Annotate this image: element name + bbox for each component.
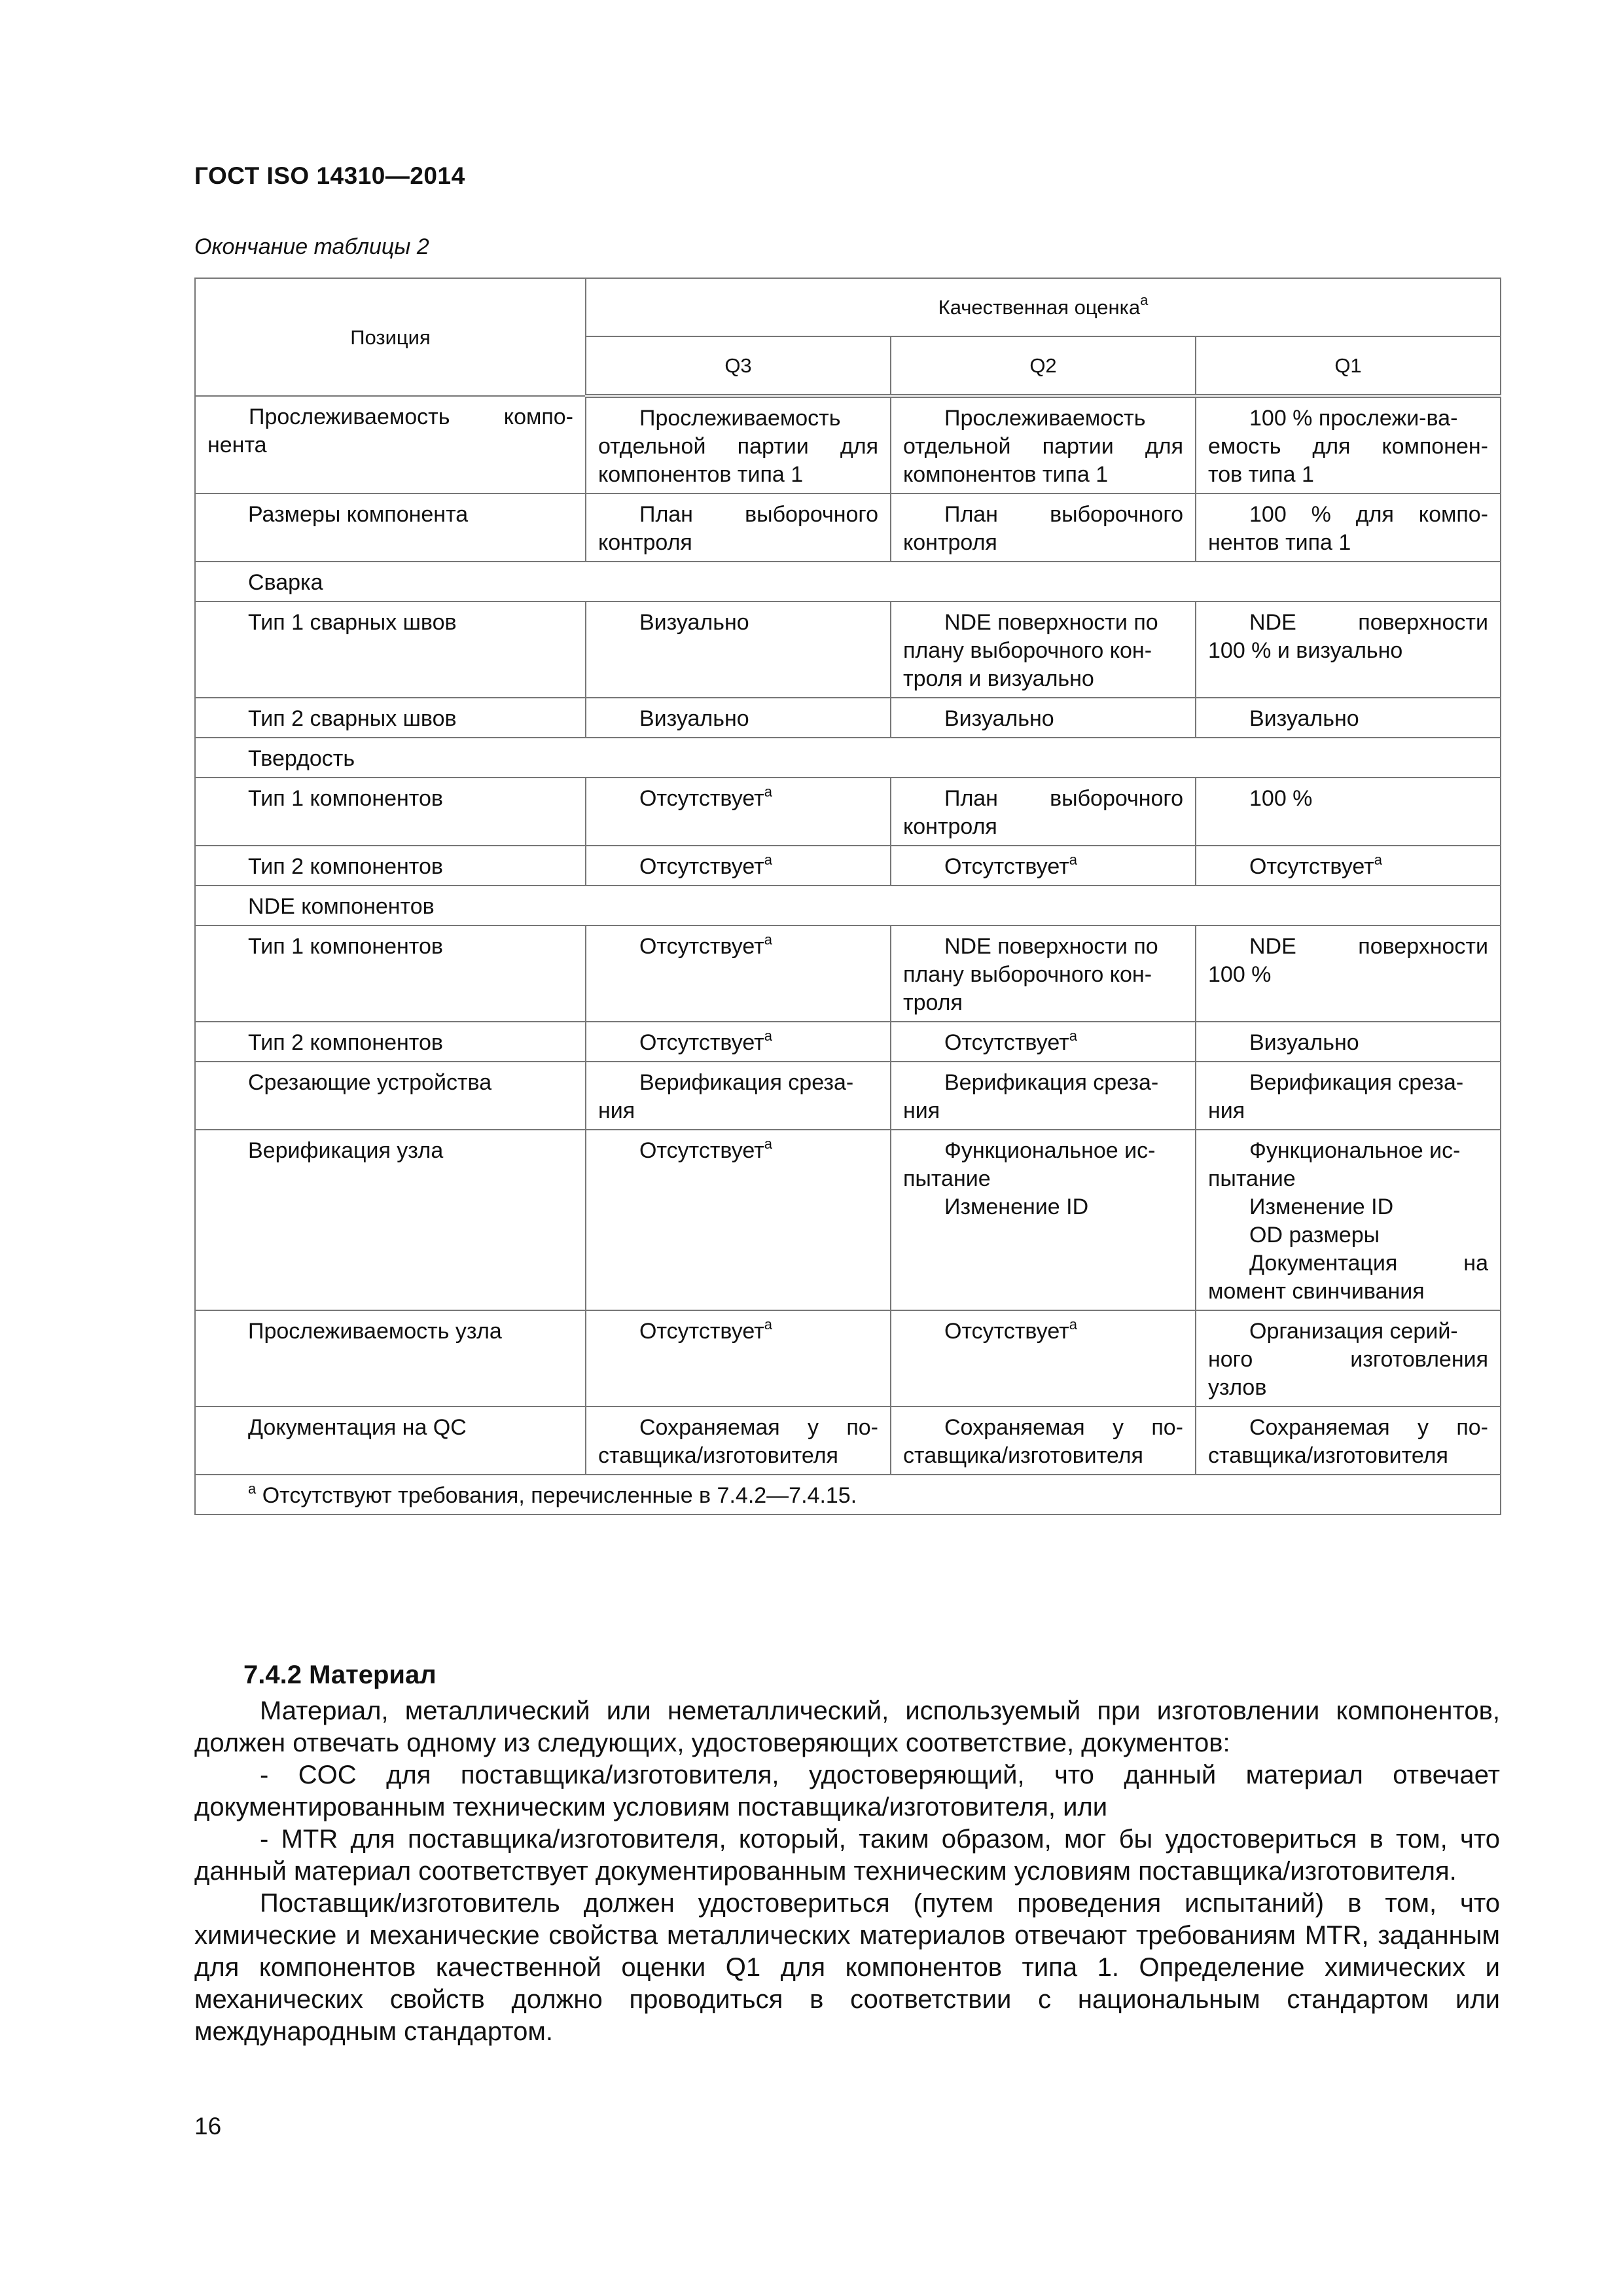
- table-row: [195, 698, 1501, 738]
- table-row: [195, 1310, 1501, 1407]
- q1-cell: Визуально: [1196, 698, 1501, 738]
- q3-cell: Отсутствует$^a$: [586, 1130, 891, 1310]
- q2-cell: План выборочного контроля: [891, 493, 1196, 562]
- table-row: [195, 396, 1501, 493]
- position-cell: Тип 2 сварных швов: [195, 698, 586, 738]
- q1-cell: Сохраняемая у по- ставщика/изготовителя: [1196, 1407, 1501, 1475]
- q3-cell: Отсутствует$^a$: [586, 925, 891, 1022]
- position-cell: Верификация узла: [195, 1130, 586, 1310]
- table-section-row: [195, 886, 1501, 925]
- q3-cell: Прослеживаемость отдельной партии для компонентов типа 1: [586, 396, 891, 493]
- q1-cell: NDE поверхности 100 % и визуально: [1196, 601, 1501, 698]
- q1-cell: Организация серий- ного изготовления узлов: [1196, 1310, 1501, 1407]
- q3-cell: Отсутствует$^a$: [586, 1310, 891, 1407]
- paragraph: - COC для поставщика/изготовителя, удостоверяющий, что данный материал отвечает документированным техническим условиям поставщика/изготовителя, или: [194, 1761, 1500, 1821]
- q1-cell: NDE поверхности 100 %: [1196, 925, 1501, 1022]
- q3-cell: Визуально: [586, 601, 891, 698]
- position-cell: Документация на QC: [195, 1407, 586, 1475]
- section-heading: 7.4.2 Материал: [243, 1660, 437, 1689]
- q1-cell: Верификация среза- ния: [1196, 1062, 1501, 1130]
- q2-cell: Функциональное ис- пытание Изменение ID: [891, 1130, 1196, 1310]
- position-cell: Тип 2 компонентов: [195, 1022, 586, 1062]
- table-row: [195, 778, 1501, 846]
- table-row: [195, 1022, 1501, 1062]
- q2-cell: Верификация среза- ния: [891, 1062, 1196, 1130]
- column-header-position: Позиция: [195, 278, 586, 396]
- section-7-4-2: [194, 1659, 1500, 2048]
- q2-cell: План выборочного контроля: [891, 778, 1196, 846]
- position-cell: Прослеживаемость компо- нента: [195, 396, 586, 493]
- table-row: [195, 1130, 1501, 1310]
- q2-cell: NDE поверхности по плану выборочного кон- троля и визуально: [891, 601, 1196, 698]
- section-label-hardness: Твердость: [195, 738, 1501, 778]
- document-header: ГОСТ ISO 14310—2014: [194, 162, 465, 189]
- q1-cell: Функциональное ис- пытание Изменение ID OD размеры Документация на момент свинчивания: [1196, 1130, 1501, 1310]
- q2-cell: Отсутствует$^a$: [891, 1022, 1196, 1062]
- paragraph: Материал, металлический или неметаллический, используемый при изготовлении компонентов, должен отвечать одному из следующих, удостоверяющих соответствие, документов:: [194, 1696, 1500, 1757]
- position-cell: Срезающие устройства: [195, 1062, 586, 1130]
- q3-cell: План выборочного контроля: [586, 493, 891, 562]
- q3-cell: Верификация среза- ния: [586, 1062, 891, 1130]
- section-label-welding: Сварка: [195, 562, 1501, 601]
- position-cell: Тип 1 сварных швов: [195, 601, 586, 698]
- section-label-nde: NDE компонентов: [195, 886, 1501, 925]
- table-row: [195, 1407, 1501, 1475]
- q2-cell: Прослеживаемость отдельной партии для компонентов типа 1: [891, 396, 1196, 493]
- table-caption: Окончание таблицы 2: [194, 234, 429, 259]
- q2-cell: Сохраняемая у по- ставщика/изготовителя: [891, 1407, 1196, 1475]
- q1-cell: Визуально: [1196, 1022, 1501, 1062]
- column-header-q3: Q3: [586, 336, 891, 396]
- position-cell: Тип 2 компонентов: [195, 846, 586, 886]
- column-header-q2: Q2: [891, 336, 1196, 396]
- q3-cell: Визуально: [586, 698, 891, 738]
- paragraph: Поставщик/изготовитель должен удостовериться (путем проведения испытаний) в том, что химические и механические свойства металлических материалов отвечают требованиям MTR, заданным для компонентов качественной оценки Q1 для компонентов типа 1. Определение химических и механических свойств должно проводиться в соответствии с национальным стандартом или международным стандартом.: [194, 1889, 1500, 2046]
- q1-cell: Отсутствует$^a$: [1196, 846, 1501, 886]
- page-number: 16: [194, 2113, 222, 2140]
- q2-cell: Отсутствует$^a$: [891, 1310, 1196, 1407]
- q1-cell: 100 % для компо- нентов типа 1: [1196, 493, 1501, 562]
- position-cell: Размеры компонента: [195, 493, 586, 562]
- column-header-quality-grade: Качественная оценка$^a$: [586, 278, 1501, 336]
- column-header-q1: Q1: [1196, 336, 1501, 396]
- table-footnote: $^a$ Отсутствуют требования, перечисленные в 7.4.2—7.4.15.: [195, 1475, 1501, 1515]
- table-row: [195, 601, 1501, 698]
- q1-cell: 100 %: [1196, 778, 1501, 846]
- q1-cell: 100 % прослежи-ва- емость для компонен- тов типа 1: [1196, 396, 1501, 493]
- q2-cell: Визуально: [891, 698, 1196, 738]
- quality-grade-table: [194, 278, 1500, 1515]
- q3-cell: Сохраняемая у по- ставщика/изготовителя: [586, 1407, 891, 1475]
- q3-cell: Отсутствует$^a$: [586, 1022, 891, 1062]
- q2-cell: NDE поверхности по плану выборочного кон- троля: [891, 925, 1196, 1022]
- position-cell: Прослеживаемость узла: [195, 1310, 586, 1407]
- table-row: [195, 846, 1501, 886]
- q2-cell: Отсутствует$^a$: [891, 846, 1196, 886]
- position-cell: Тип 1 компонентов: [195, 778, 586, 846]
- paragraph: - MTR для поставщика/изготовителя, который, таким образом, мог бы удостовериться в том, что данный материал соответствует документированным техническим условиям поставщика/изготовителя.: [194, 1825, 1500, 1886]
- position-cell: Тип 1 компонентов: [195, 925, 586, 1022]
- table-row: [195, 1062, 1501, 1130]
- table-section-row: [195, 738, 1501, 778]
- q3-cell: Отсутствует$^a$: [586, 778, 891, 846]
- table-footnote-row: [195, 1475, 1501, 1515]
- table-row: [195, 925, 1501, 1022]
- table-row: [195, 493, 1501, 562]
- table-section-row: [195, 562, 1501, 601]
- q3-cell: Отсутствует$^a$: [586, 846, 891, 886]
